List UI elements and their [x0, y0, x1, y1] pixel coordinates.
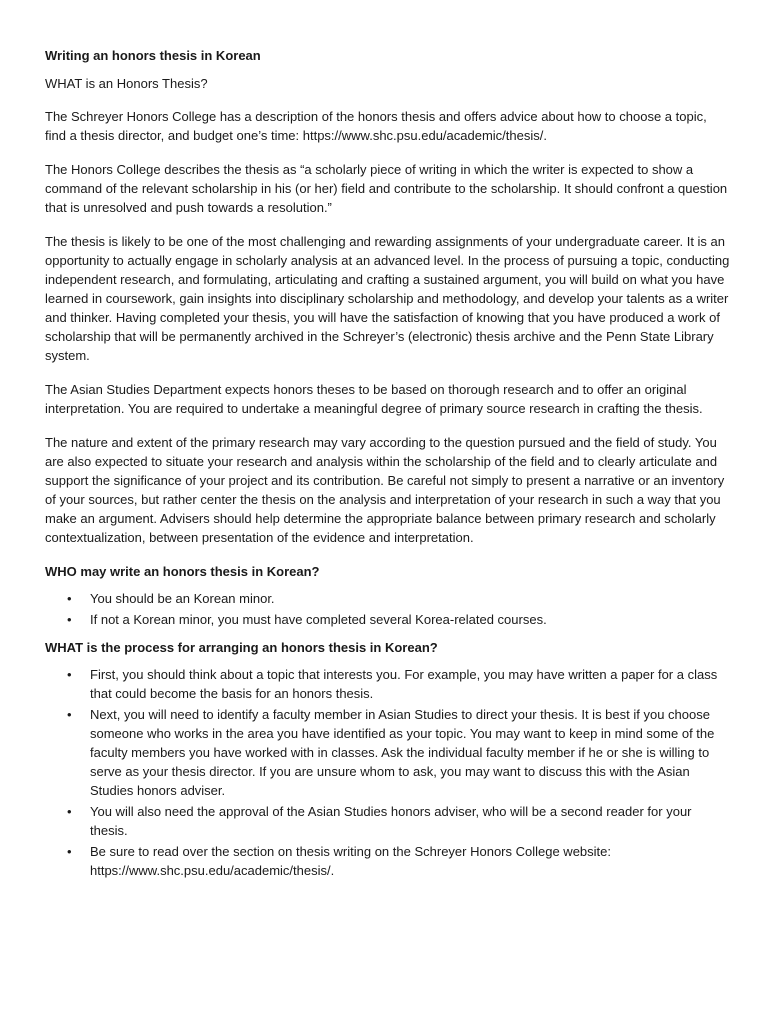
list-item: [45, 705, 730, 800]
list-item: [45, 665, 730, 703]
list-item: [45, 610, 730, 629]
section-process-heading: WHAT is the process for arranging an honors thesis in Korean?: [45, 640, 438, 655]
who-bullet-list: [45, 589, 730, 629]
list-item-text: Be sure to read over the section on thesis writing on the Schreyer Honors College website: https://www.shc.psu.edu/academic/thesis/.: [90, 844, 611, 878]
section-who-heading: WHO may write an honors thesis in Korean?: [45, 564, 320, 579]
list-item: [45, 842, 730, 880]
bullet-icon: •: [67, 591, 72, 606]
list-item-text: You should be an Korean minor.: [90, 591, 275, 606]
bullet-icon: •: [67, 844, 72, 859]
document-title: Writing an honors thesis in Korean: [45, 48, 261, 63]
process-bullet-list: [45, 665, 730, 880]
list-item-text: First, you should think about a topic that interests you. For example, you may have written a paper for a class that could become the basis for an honors thesis.: [90, 667, 718, 701]
document-page: [45, 46, 730, 889]
list-item-text: You will also need the approval of the Asian Studies honors adviser, who will be a second reader for your thesis.: [90, 804, 692, 838]
list-item-text: If not a Korean minor, you must have completed several Korea-related courses.: [90, 612, 547, 627]
paragraph: The Schreyer Honors College has a description of the honors thesis and offers advice about how to choose a topic, find a thesis director, and budget one’s time: https://www.shc.psu.edu/academic/thesis/.: [45, 109, 707, 143]
bullet-icon: •: [67, 707, 72, 722]
bullet-icon: •: [67, 667, 72, 682]
paragraph: The Honors College describes the thesis as “a scholarly piece of writing in which the writer is expected to show a command of the relevant scholarship in his (or her) field and contribute to the scholarship. It should confront a question that is unresolved and push towards a resolution.”: [45, 162, 728, 215]
bullet-icon: •: [67, 612, 72, 627]
paragraph: The Asian Studies Department expects honors theses to be based on thorough research and to offer an original interpretation. You are required to undertake a meaningful degree of primary source research in crafting the thesis.: [45, 382, 703, 416]
list-item: [45, 589, 730, 608]
paragraph: The nature and extent of the primary research may vary according to the question pursued and the field of study. You are also expected to situate your research and analysis within the scholarship of the field and to clearly articulate and support the significance of your project and its contribution. Be careful not simply to present a narrative or an inventory of your sources, but rather center the thesis on the analysis and interpretation of your research in such a way that you make an argument. Advisers should help determine the appropriate balance between primary research and scholarly contextualization, between presentation of the evidence and interpretation.: [45, 435, 725, 545]
section-what-heading: WHAT is an Honors Thesis?: [45, 76, 208, 91]
paragraph: The thesis is likely to be one of the most challenging and rewarding assignments of your undergraduate career. It is an opportunity to actually engage in scholarly analysis at an advanced level. In the process of pursuing a topic, conducting independent research, and formulating, articulating and crafting a sustained argument, you will build on what you have learned in coursework, gain insights into disciplinary scholarship and methodology, and develop your talents as a writer and thinker. Having completed your thesis, you will have the satisfaction of knowing that you have produced a work of scholarship that will be permanently archived in the Schreyer’s (electronic) thesis archive and the Penn State Library system.: [45, 234, 730, 363]
list-item: [45, 802, 730, 840]
bullet-icon: •: [67, 804, 72, 819]
list-item-text: Next, you will need to identify a faculty member in Asian Studies to direct your thesis. It is best if you choose someone who works in the area you have identified as your topic. You may want to keep in mind some of the faculty members you have worked with in classes. Ask the individual faculty member if he or she is willing to serve as your thesis director. If you are unsure whom to ask, you may want to discuss this with the Asian Studies honors adviser.: [90, 707, 715, 798]
